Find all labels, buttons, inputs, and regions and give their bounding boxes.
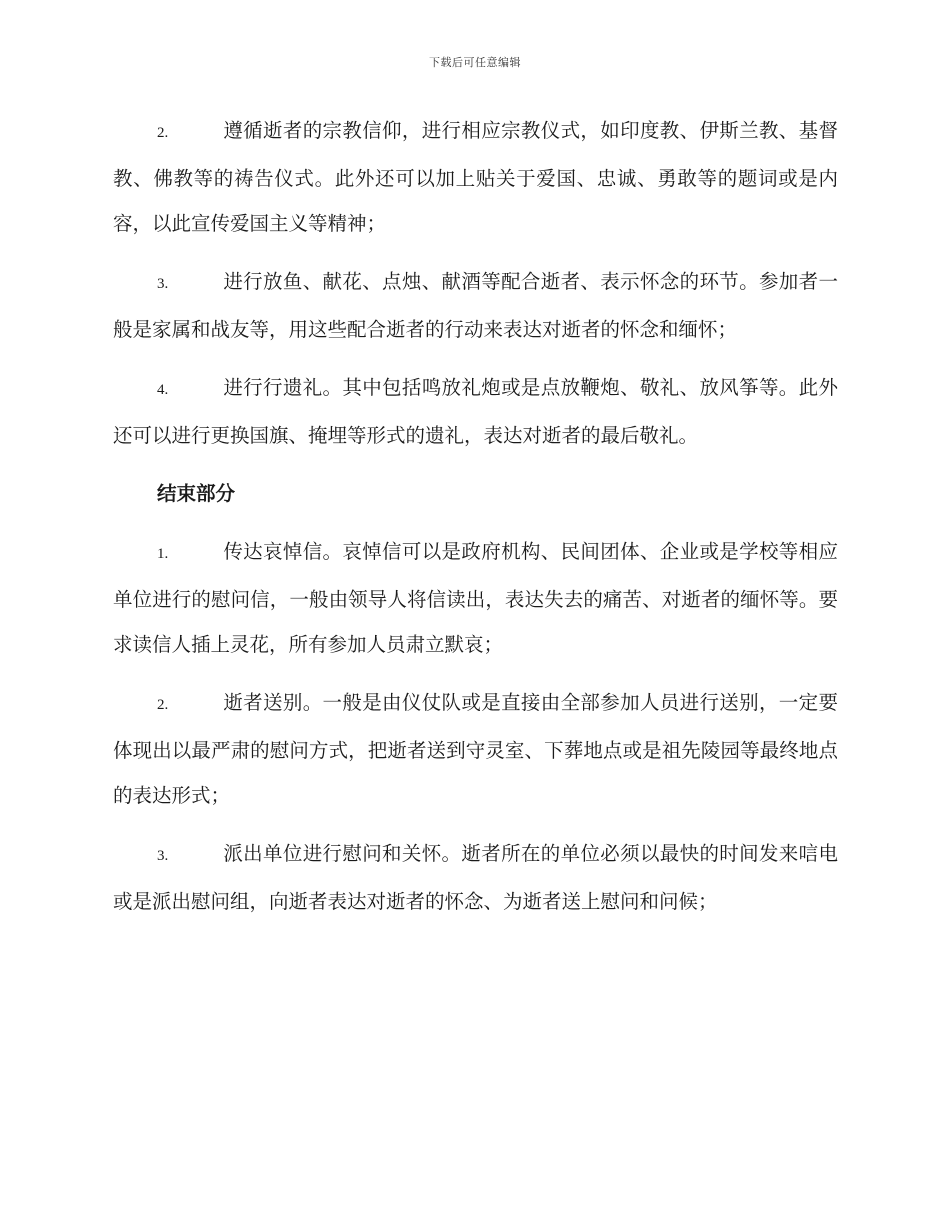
list-item — [113, 680, 838, 818]
item-number: 2. — [157, 697, 169, 713]
item-text: 派出单位进行慰问和关怀。逝者所在的单位必须以最快的时间发来唁电或是派出慰问组，向逝者表达对逝者的怀念、为逝者送上慰问和问候； — [113, 842, 838, 913]
document-body — [113, 108, 838, 937]
item-text: 传达哀悼信。哀悼信可以是政府机构、民间团体、企业或是学校等相应单位进行的慰问信，一般由领导人将信读出，表达失去的痛苦、对逝者的缅怀等。要求读信人插上灵花，所有参加人员肃立默哀； — [113, 540, 838, 656]
list-item — [113, 529, 838, 667]
item-number: 1. — [157, 546, 169, 562]
list-item — [113, 365, 838, 458]
list-item — [113, 831, 838, 924]
item-text: 进行放鱼、献花、点烛、献酒等配合逝者、表示怀念的环节。参加者一般是家属和战友等，用这些配合逝者的行动来表达对逝者的怀念和缅怀； — [113, 270, 838, 341]
list-item — [113, 259, 838, 352]
item-text: 遵循逝者的宗教信仰，进行相应宗教仪式，如印度教、伊斯兰教、基督教、佛教等的祷告仪式。此外还可以加上贴关于爱国、忠诚、勇敢等的题词或是内容，以此宣传爱国主义等精神； — [113, 119, 838, 235]
item-number: 3. — [157, 848, 169, 864]
section-heading: 结束部分 — [157, 482, 236, 505]
item-number: 2. — [157, 125, 169, 141]
item-number: 3. — [157, 276, 169, 292]
item-text: 逝者送别。一般是由仪仗队或是直接由全部参加人员进行送别，一定要体现出以最严肃的慰问方式，把逝者送到守灵室、下葬地点或是祖先陵园等最终地点的表达形式； — [113, 691, 838, 807]
page-header: 下载后可任意编辑 — [429, 56, 521, 69]
list-item — [113, 108, 838, 246]
item-text: 进行行遗礼。其中包括鸣放礼炮或是点放鞭炮、敬礼、放风筝等。此外还可以进行更换国旗、掩埋等形式的遗礼，表达对逝者的最后敬礼。 — [113, 376, 838, 447]
item-number: 4. — [157, 382, 169, 398]
